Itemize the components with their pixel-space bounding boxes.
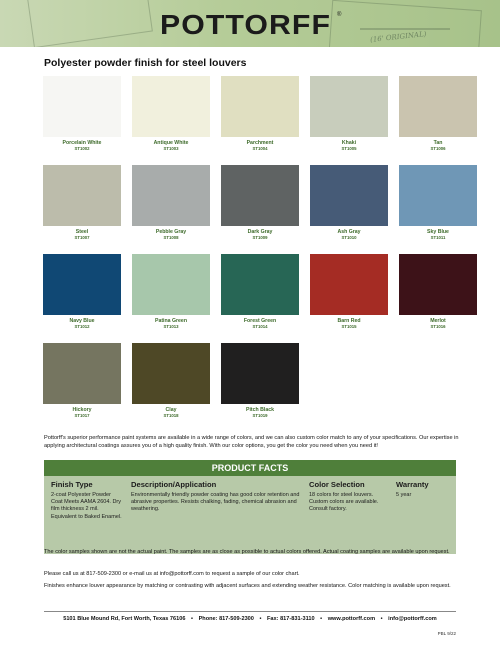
color-name: Parchment: [246, 140, 274, 146]
color-code: ST1002: [74, 146, 90, 151]
color-code: ST1019: [252, 413, 268, 418]
color-code: ST1016: [430, 324, 446, 329]
color-code: ST1017: [74, 413, 90, 418]
color-name: Sky Blue: [427, 229, 449, 235]
color-chip: [132, 254, 210, 315]
color-code: ST1005: [341, 146, 357, 151]
sketch-line: [27, 0, 153, 47]
color-chip: [221, 76, 299, 137]
color-code: ST1015: [341, 324, 357, 329]
color-chip: [310, 254, 388, 315]
header-banner: [0, 0, 500, 47]
warranty-column: [396, 480, 451, 499]
footer-phone: Phone: 817-509-2300: [198, 616, 254, 622]
color-chip: [43, 254, 121, 315]
product-facts-box: [44, 460, 456, 554]
color-chip: [132, 343, 210, 404]
color-name: Dark Gray: [247, 229, 273, 235]
finishes-paragraph: Finishes enhance louver appearance by matching or contrasting with adjacent surfaces and extending weather resistance. Color matching is available upon request.: [44, 583, 451, 589]
color-chip: [43, 343, 121, 404]
sketch-line: [360, 28, 450, 30]
color-swatch: [399, 165, 477, 240]
color-code: ST1007: [74, 235, 90, 240]
color-swatch: [310, 165, 388, 240]
color-name: Forest Green: [243, 318, 277, 324]
footer-separator: •: [259, 616, 262, 622]
registered-mark: ®: [337, 12, 342, 18]
color-swatch: [310, 76, 388, 151]
color-name: Antique White: [153, 140, 189, 146]
color-swatch: [132, 76, 210, 151]
description-column: [131, 480, 301, 514]
color-swatch: [221, 76, 299, 151]
color-name: Steel: [75, 229, 89, 235]
color-name: Navy Blue: [69, 318, 95, 324]
footer-divider: [44, 611, 456, 612]
color-chip: [399, 76, 477, 137]
page-title: Polyester powder finish for steel louvers: [44, 57, 247, 69]
color-swatch: [310, 254, 388, 329]
color-swatch: [221, 165, 299, 240]
disclaimer-paragraph: The color samples shown are not the actual paint. The samples are as close as possible to actual colors offered. Actual coating samples are available upon request.: [44, 549, 450, 555]
intro-paragraph: Pottorff's superior performance paint systems are available in a wide range of colors, and we can also custom color match to any of your specifications. Our expertise in applying architectural coatings assures you of a high quality finish. With our color options, you get the color you need when you need it!: [44, 435, 459, 450]
color-chip: [132, 76, 210, 137]
color-chip: [221, 343, 299, 404]
product-facts-body: [44, 476, 456, 554]
color-swatch: [221, 343, 299, 418]
color-name: Porcelain White: [62, 140, 102, 146]
color-chip: [399, 165, 477, 226]
color-chip: [43, 165, 121, 226]
color-name: Pitch Black: [246, 407, 274, 413]
color-name: Patina Green: [154, 318, 187, 324]
color-code: ST1011: [430, 235, 446, 240]
warranty-text: 5 year: [396, 492, 412, 498]
sketch-annotation: (16' ORIGINAL): [369, 30, 427, 44]
color-swatch: [43, 343, 121, 418]
color-code: ST1010: [341, 235, 357, 240]
finish-type-label: Finish Type: [51, 480, 93, 489]
footer-separator: •: [191, 616, 193, 622]
color-swatch: [132, 165, 210, 240]
footer-separator: •: [380, 616, 383, 622]
color-name: Clay: [165, 407, 177, 413]
description-label: Description/Application: [131, 480, 217, 489]
color-swatch: [399, 76, 477, 151]
color-chip: [221, 165, 299, 226]
color-code: ST1008: [163, 235, 179, 240]
color-chip: [310, 165, 388, 226]
warranty-label: Warranty: [396, 480, 429, 489]
color-swatch: [43, 254, 121, 329]
color-chip: [43, 76, 121, 137]
finish-type-text: 2-coat Polyester Powder Coat Meets AAMA 2604. Dry film thickness 2 mil. Equivalent to Baked Enamel.: [51, 492, 122, 520]
color-chip: [132, 165, 210, 226]
color-name: Pebble Gray: [155, 229, 187, 235]
color-swatch: [399, 254, 477, 329]
color-code: ST1018: [163, 413, 179, 418]
description-text: Environmentally friendly powder coating has good color retention and abrasive properties. Resists chalking, fading, chemical abrasion and weathering.: [131, 492, 300, 513]
color-selection-column: [309, 480, 391, 514]
product-facts-heading: PRODUCT FACTS: [44, 460, 456, 476]
color-code: ST1012: [74, 324, 90, 329]
color-chip: [399, 254, 477, 315]
color-code: ST1004: [252, 146, 268, 151]
document-code: PBL 9/22: [437, 631, 456, 636]
color-swatch: [43, 165, 121, 240]
finish-type-column: [51, 480, 123, 521]
color-name: Ash Gray: [337, 229, 361, 235]
color-swatch: [132, 254, 210, 329]
footer-separator: •: [320, 616, 323, 622]
color-swatch: [43, 76, 121, 151]
footer-website-link[interactable]: www.pottorff.com: [327, 616, 376, 622]
color-swatch: [132, 343, 210, 418]
footer-address: 5101 Blue Mound Rd, Fort Worth, Texas 76106: [63, 616, 186, 622]
color-chip: [310, 76, 388, 137]
footer-contact: [44, 616, 456, 622]
color-name: Khaki: [341, 140, 357, 146]
color-code: ST1014: [252, 324, 268, 329]
color-chip: [221, 254, 299, 315]
color-name: Merlot: [430, 318, 446, 324]
color-name: Hickory: [72, 407, 92, 413]
pottorff-logo: POTTORFF: [160, 9, 332, 40]
color-swatch: [221, 254, 299, 329]
color-selection-label: Color Selection: [309, 480, 365, 489]
color-code: ST1009: [252, 235, 268, 240]
color-name: Barn Red: [337, 318, 361, 324]
footer-email-link[interactable]: info@pottorff.com: [388, 616, 437, 622]
footer-fax: Fax: 817-831-3110: [267, 616, 315, 622]
color-code: ST1013: [163, 324, 179, 329]
color-selection-text: 18 colors for steel louvers. Custom colors are available. Consult factory.: [309, 492, 379, 513]
color-code: ST1003: [163, 146, 179, 151]
sample-request-paragraph: Please call us at 817-509-2300 or e-mail us at info@pottorff.com to request a sample of our color chart.: [44, 571, 300, 577]
color-code: ST1006: [430, 146, 446, 151]
color-name: Tan: [433, 140, 443, 146]
